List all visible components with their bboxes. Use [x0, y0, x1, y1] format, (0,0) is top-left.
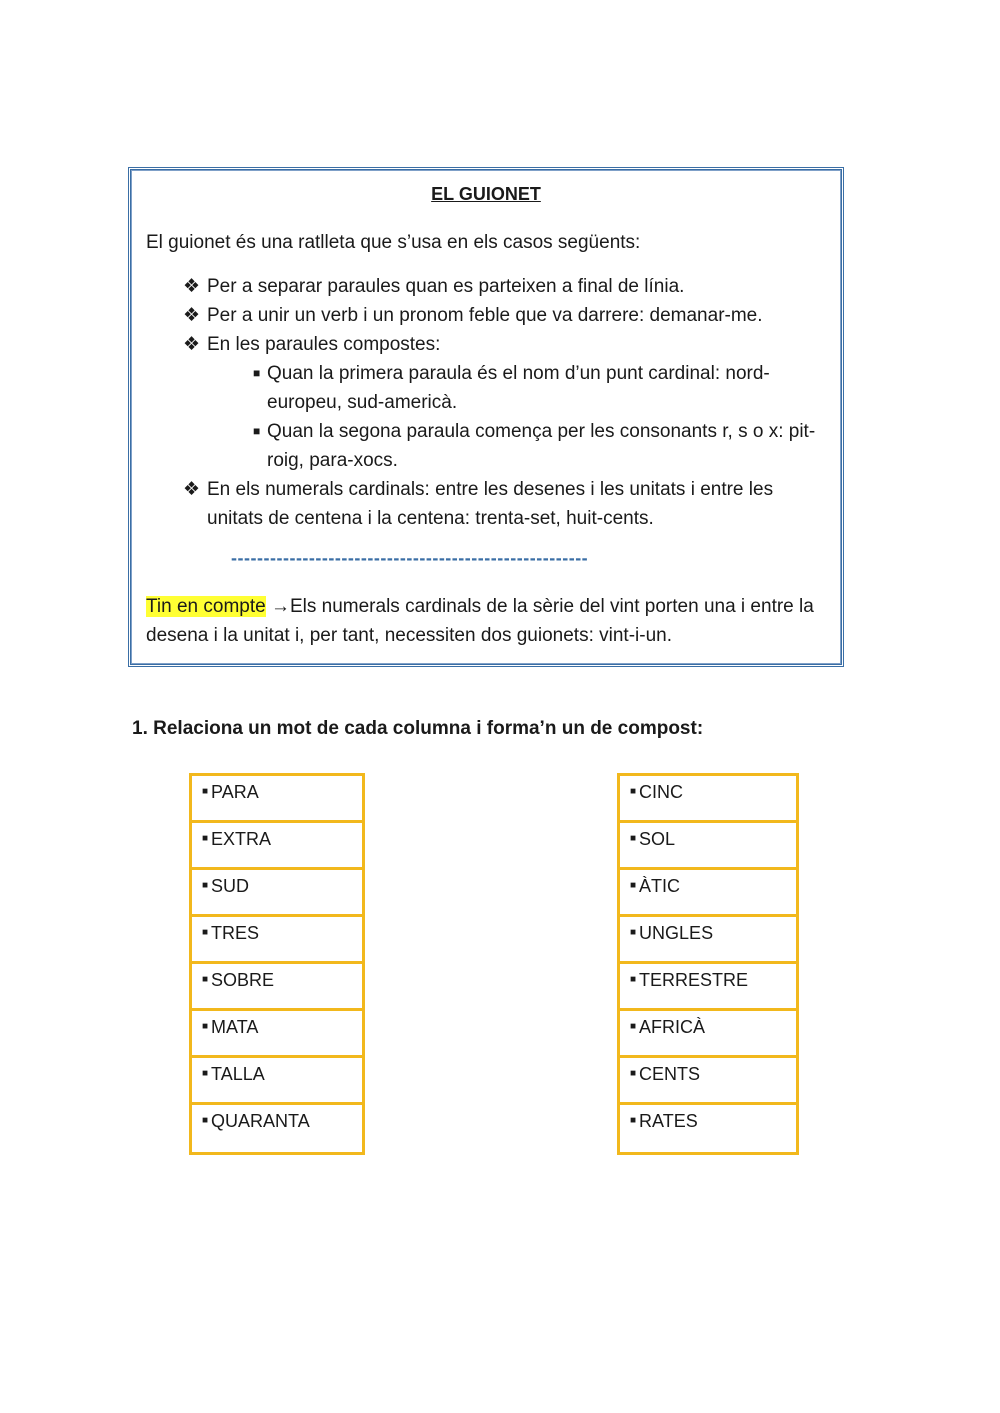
sub-bullet-item: [253, 359, 838, 417]
square-bullet-icon: ■: [253, 424, 261, 438]
word-cell: [192, 776, 362, 823]
square-bullet-icon: ■: [202, 1021, 209, 1032]
word-text: SUD: [211, 876, 250, 896]
square-bullet-icon: ■: [202, 1068, 209, 1079]
arrow-right-icon: →: [270, 596, 290, 617]
square-bullet-icon: ■: [202, 1115, 209, 1126]
word-text: SOL: [639, 829, 676, 849]
word-text: QUARANTA: [211, 1111, 310, 1131]
word-text: AFRICÀ: [639, 1017, 706, 1037]
word-cell: [192, 1058, 362, 1105]
word-cell: [620, 870, 796, 917]
square-bullet-icon: ■: [202, 786, 209, 797]
sub-bullet-item: [253, 417, 838, 475]
square-bullet-icon: ■: [630, 927, 637, 938]
square-bullet-icon: ■: [630, 880, 637, 891]
word-text: UNGLES: [639, 923, 714, 943]
intro-text: El guionet és una ratlleta que s’usa en els casos següents:: [146, 232, 641, 253]
square-bullet-icon: ■: [630, 1115, 637, 1126]
bullet-text: En els numerals cardinals: entre les desenes i les unitats i entre les unitats de centena i la centena: trenta-set, huit-cents.: [207, 479, 774, 529]
square-bullet-icon: ■: [202, 880, 209, 891]
bullet-item: [183, 272, 823, 301]
word-text: SOBRE: [211, 970, 275, 990]
square-bullet-icon: ■: [630, 833, 637, 844]
exercise-question: 1. Relaciona un mot de cada columna i forma’n un de compost:: [132, 718, 704, 739]
sub-bullet-text: Quan la primera paraula és el nom d’un punt cardinal: nord-europeu, sud-americà.: [267, 363, 770, 413]
square-bullet-icon: ■: [630, 974, 637, 985]
word-text: EXTRA: [211, 829, 272, 849]
left-word-column: [189, 773, 365, 1155]
word-text: TERRESTRE: [639, 970, 749, 990]
word-cell: [620, 823, 796, 870]
square-bullet-icon: ■: [630, 1021, 637, 1032]
word-cell: [620, 964, 796, 1011]
word-text: ÀTIC: [639, 876, 681, 896]
word-cell: [620, 1011, 796, 1058]
word-cell: [192, 1105, 362, 1152]
word-text: CINC: [639, 782, 684, 802]
diamond-bullet-icon: ❖: [183, 334, 201, 355]
word-text: CENTS: [639, 1064, 701, 1084]
word-cell: [192, 917, 362, 964]
word-text: TALLA: [211, 1064, 265, 1084]
box-title: EL GUIONET: [431, 184, 541, 204]
word-text: TRES: [211, 923, 260, 943]
bullet-text: En les paraules compostes:: [207, 334, 441, 355]
square-bullet-icon: ■: [202, 927, 209, 938]
bullet-item: [183, 330, 823, 359]
diamond-bullet-icon: ❖: [183, 305, 201, 326]
bullet-text: Per a unir un verb i un pronom feble que va darrere: demanar-me.: [207, 305, 763, 326]
sub-bullet-text: Quan la segona paraula comença per les consonants r, s o x: pit-roig, para-xocs.: [267, 421, 816, 471]
square-bullet-icon: ■: [253, 366, 261, 380]
word-cell: [192, 823, 362, 870]
word-cell: [620, 776, 796, 823]
word-cell: [620, 917, 796, 964]
note-paragraph: [146, 592, 836, 650]
square-bullet-icon: ■: [630, 1068, 637, 1079]
bullet-text: Per a separar paraules quan es parteixen a final de línia.: [207, 276, 685, 297]
diamond-bullet-icon: ❖: [183, 479, 201, 500]
right-word-column: [617, 773, 799, 1155]
note-text: Els numerals cardinals de la sèrie del vint porten una i entre la desena i la unitat i, per tant, necessiten dos guionets: vint-i-un.: [146, 596, 814, 646]
word-cell: [620, 1058, 796, 1105]
square-bullet-icon: ■: [202, 974, 209, 985]
word-cell: [192, 870, 362, 917]
bullet-item: [183, 475, 823, 533]
square-bullet-icon: ■: [630, 786, 637, 797]
separator-line: -------------------------------------------------------: [231, 548, 589, 568]
word-cell: [192, 964, 362, 1011]
word-cell: [620, 1105, 796, 1152]
word-text: RATES: [639, 1111, 698, 1131]
bullet-item: [183, 301, 823, 330]
word-text: MATA: [211, 1017, 259, 1037]
info-box: [128, 167, 844, 667]
note-highlight: Tin en compte: [146, 596, 266, 617]
word-cell: [192, 1011, 362, 1058]
diamond-bullet-icon: ❖: [183, 276, 201, 297]
square-bullet-icon: ■: [202, 833, 209, 844]
word-text: PARA: [211, 782, 259, 802]
